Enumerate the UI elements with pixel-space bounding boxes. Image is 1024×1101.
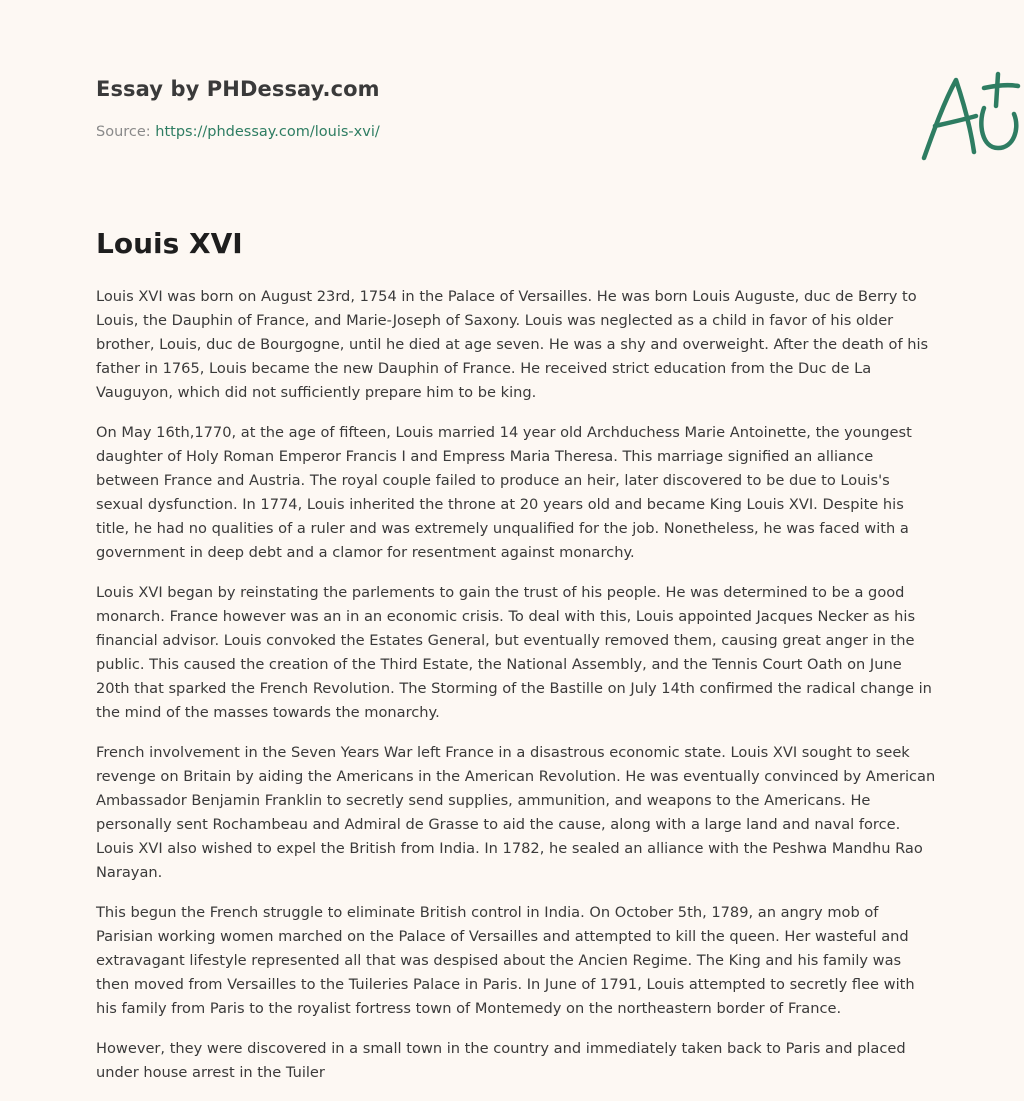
source-line [96, 124, 380, 140]
essay-paragraph: Louis XVI began by reinstating the parlements to gain the trust of his people. He was determined to be a good monarch. France however was an in an economic crisis. To deal with this, Louis appointed Jacques Necker as his financial advisor. Louis convoked the Estates General, but eventually removed them, causing great anger in the public. This caused the creation of the Third Estate, the National Assembly, and the Tennis Court Oath on June 20th that sparked the French Revolution. The Storming of the Bastille on July 14th confirmed the radical change in the mind of the masses towards the monarchy. [96, 584, 932, 721]
essay-paragraph: French involvement in the Seven Years War left France in a disastrous economic state. Louis XVI sought to seek revenge on Britain by aiding the Americans in the American Revolution. He was eventually convinced by American Ambassador Benjamin Franklin to secretly send supplies, ammunition, and weapons to the Americans. He personally sent Rochambeau and Admiral de Grasse to aid the cause, along with a large land and naval force. Louis XVI also wished to expel the British from India. In 1782, he sealed an alliance with the Peshwa Mandhu Rao Narayan. [96, 744, 936, 881]
essay-paragraph: However, they were discovered in a small town in the country and immediately taken back to Paris and placed under house arrest in the Tuiler [96, 1040, 906, 1081]
source-link[interactable]: https://phdessay.com/louis-xvi/ [155, 124, 380, 140]
essay-body [96, 285, 936, 1101]
essay-paragraph: This begun the French struggle to eliminate British control in India. On October 5th, 1789, an angry mob of Parisian working women marched on the Palace of Versailles and attempted to kill the queen. Her wasteful and extravagant lifestyle represented all that was despised about the Ancien Regime. The King and his family was then moved from Versailles to the Tuileries Palace in Paris. In June of 1791, Louis attempted to secretly flee with his family from Paris to the royalist fortress town of Montemedy on the northeastern border of France. [96, 904, 915, 1017]
essay-paragraph: Louis XVI was born on August 23rd, 1754 in the Palace of Versailles. He was born Louis Auguste, duc de Berry to Louis, the Dauphin of France, and Marie-Joseph of Saxony. Louis was neglected as a child in favor of his older brother, Louis, duc de Bourgogne, until he died at age seven. He was a shy and overweight. After the death of his father in 1765, Louis became the new Dauphin of France. He received strict education from the Duc de La Vauguyon, which did not sufficiently prepare him to be king. [96, 288, 929, 401]
a-plus-grade-icon [918, 68, 1022, 164]
site-brand: Essay by PHDessay.com [96, 77, 380, 101]
essay-title: Louis XVI [96, 227, 243, 260]
essay-paragraph: On May 16th,1770, at the age of fifteen, Louis married 14 year old Archduchess Marie Antoinette, the youngest daughter of Holy Roman Emperor Francis I and Empress Maria Theresa. This marriage signified an alliance between France and Austria. The royal couple failed to produce an heir, later discovered to be due to Louis's sexual dysfunction. In 1774, Louis inherited the throne at 20 years old and became King Louis XVI. Despite his title, he had no qualities of a ruler and was extremely unqualified for the job. Nonetheless, he was faced with a government in deep debt and a clamor for resentment against monarchy. [96, 424, 912, 561]
source-label: Source: [96, 124, 151, 140]
